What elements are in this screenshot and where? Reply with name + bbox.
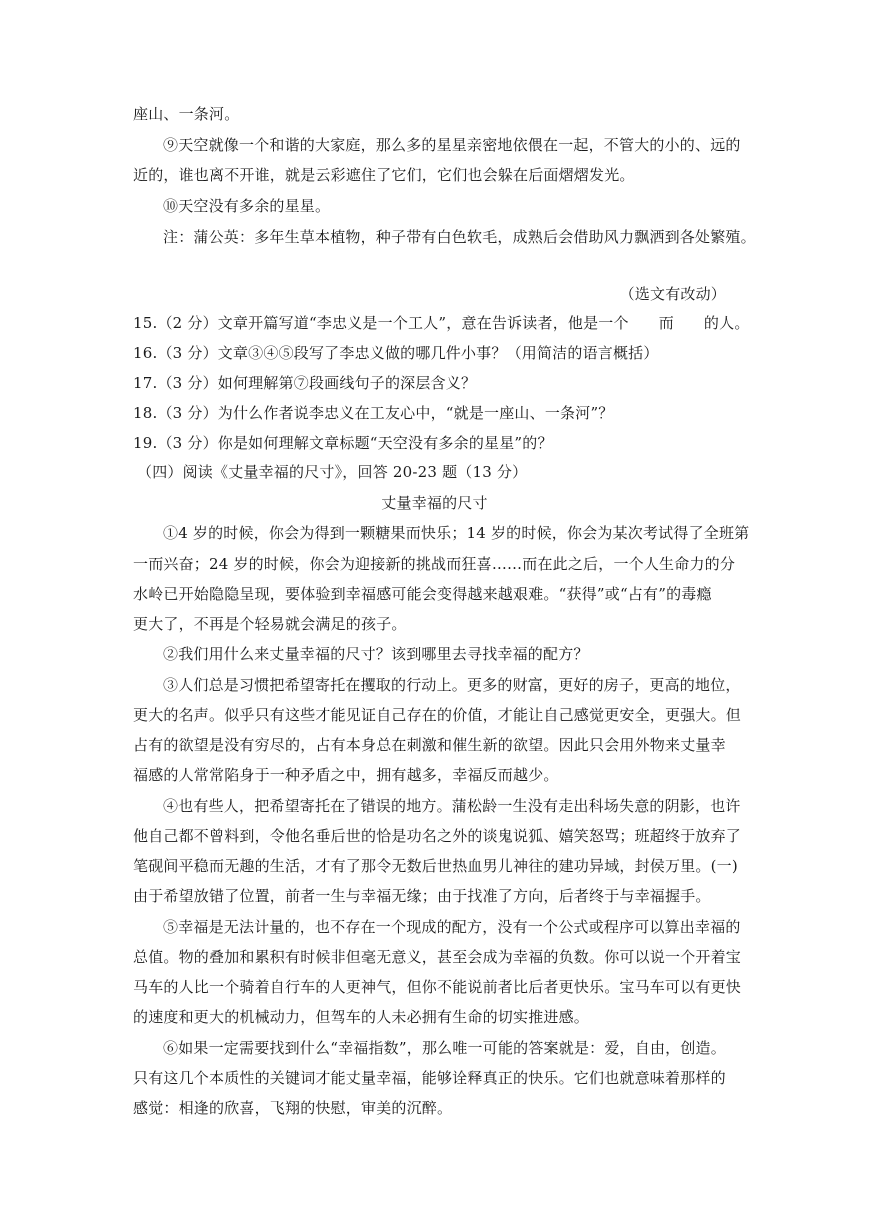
section-heading: （四）阅读《丈量幸福的尺寸》，回答 20-23 题（13 分） — [137, 463, 528, 481]
paragraph-6-line: ⑥如果一定需要找到什么“幸福指数”，那么唯一可能的答案就是：爱，自由，创造。 — [163, 1039, 726, 1057]
paragraph-4-line: 笔砚间平稳而无趣的生活，才有了那令无数后世热血男儿神往的建功异域，封侯万里。(一) — [133, 857, 738, 875]
paragraph-5-line: 的速度和更大的机械动力，但驾车的人未必拥有生命的切实推进感。 — [133, 1008, 590, 1026]
question-15-end: 的人。 — [703, 314, 750, 332]
question-15-mid: 而 — [658, 314, 674, 332]
paragraph-4-line: 由于希望放错了位置，前者一生与幸福无缘；由于找准了方向，后者终于与幸福握手。 — [133, 887, 711, 905]
paragraph-6-line: 只有这几个本质性的关键词才能丈量幸福，能够诠释真正的快乐。它们也就意味着那样的 — [133, 1069, 726, 1087]
question-15 — [133, 313, 750, 333]
paragraph-10: ⑩天空没有多余的星星。 — [163, 197, 331, 215]
paragraph-4-line: ④也有些人，把希望寄托在了错误的地方。蒲松龄一生没有走出科场失意的阴影，也许 — [163, 797, 741, 815]
paragraph-3-line: 更大的名声。似乎只有这些才能见证自己存在的价值，才能让自己感觉更安全，更强大。但 — [133, 706, 742, 724]
source-note: （选文有改动） — [619, 285, 726, 303]
paragraph-3-line: 占有的欲望是没有穷尽的，占有本身总在刺激和催生新的欲望。因此只会用外物来丈量幸 — [133, 736, 726, 754]
paragraph-1-line: ①4 岁的时候，你会为得到一颗糖果而快乐；14 岁的时候，你会为某次考试得了全班第 — [163, 524, 750, 542]
paragraph-2: ②我们用什么来丈量幸福的尺寸？该到哪里去寻找幸福的配方？ — [163, 645, 589, 663]
question-16: 16.（3 分）文章③④⑤段写了李忠义做的哪几件小事？（用简洁的语言概括） — [133, 344, 659, 362]
paragraph-6-line: 感觉：相逢的欣喜，飞翔的快慰，审美的沉醉。 — [133, 1099, 453, 1117]
paragraph-3-line: ③人们总是习惯把希望寄托在攫取的行动上。更多的财富，更好的房子，更高的地位， — [163, 676, 741, 694]
paragraph-5-line: 总值。物的叠加和累积有时候非但毫无意义，甚至会成为幸福的负数。你可以说一个开着宝 — [133, 948, 742, 966]
paragraph-9-line: ⑨天空就像一个和谐的大家庭，那么多的星星亲密地依偎在一起，不管大的小的、远的 — [163, 136, 741, 154]
paragraph-5-line: 马车的人比一个骑着自行车的人更神气，但你不能说前者比后者更快乐。宝马车可以有更快 — [133, 978, 742, 996]
question-19: 19.（3 分）你是如何理解文章标题“天空没有多余的星星”的？ — [133, 434, 553, 452]
question-17: 17.（3 分）如何理解第⑦段画线句子的深层含义？ — [133, 374, 477, 392]
article-title: 丈量幸福的尺寸 — [381, 494, 488, 512]
question-18: 18.（3 分）为什么作者说李忠义在工友心中，“就是一座山、一条河”？ — [133, 404, 614, 422]
paragraph-1-line: 更大了，不再是个轻易就会满足的孩子。 — [133, 615, 407, 633]
paragraph-9-line: 近的，谁也离不开谁，就是云彩遮住了它们，它们也会躲在后面熠熠发光。 — [133, 166, 635, 184]
footnote: 注：蒲公英：多年生草本植物，种子带有白色软毛，成熟后会借助风力飘洒到各处繁殖。 — [163, 228, 756, 246]
paragraph-5-line: ⑤幸福是无法计量的，也不存在一个现成的配方，没有一个公式或程序可以算出幸福的 — [163, 918, 741, 936]
paragraph-1-line: 一而兴奋；24 岁的时候，你会为迎接新的挑战而狂喜……而在此之后，一个人生命力的分 — [133, 555, 736, 573]
paragraph-3-line: 福感的人常常陷身于一种矛盾之中，拥有越多，幸福反而越少。 — [133, 766, 559, 784]
passage-line: 座山、一条河。 — [133, 105, 240, 123]
paragraph-4-line: 他自己都不曾料到，令他名垂后世的恰是功名之外的谈鬼说狐、嬉笑怒骂；班超终于放弃了 — [133, 827, 742, 845]
question-15-text: 15.（2 分）文章开篇写道“李忠义是一个工人”，意在告诉读者，他是一个 — [133, 314, 629, 332]
paragraph-1-line: 水岭已开始隐隐呈现，要体验到幸福感可能会变得越来越艰难。“获得”或“占有”的毒瘾 — [133, 585, 712, 603]
